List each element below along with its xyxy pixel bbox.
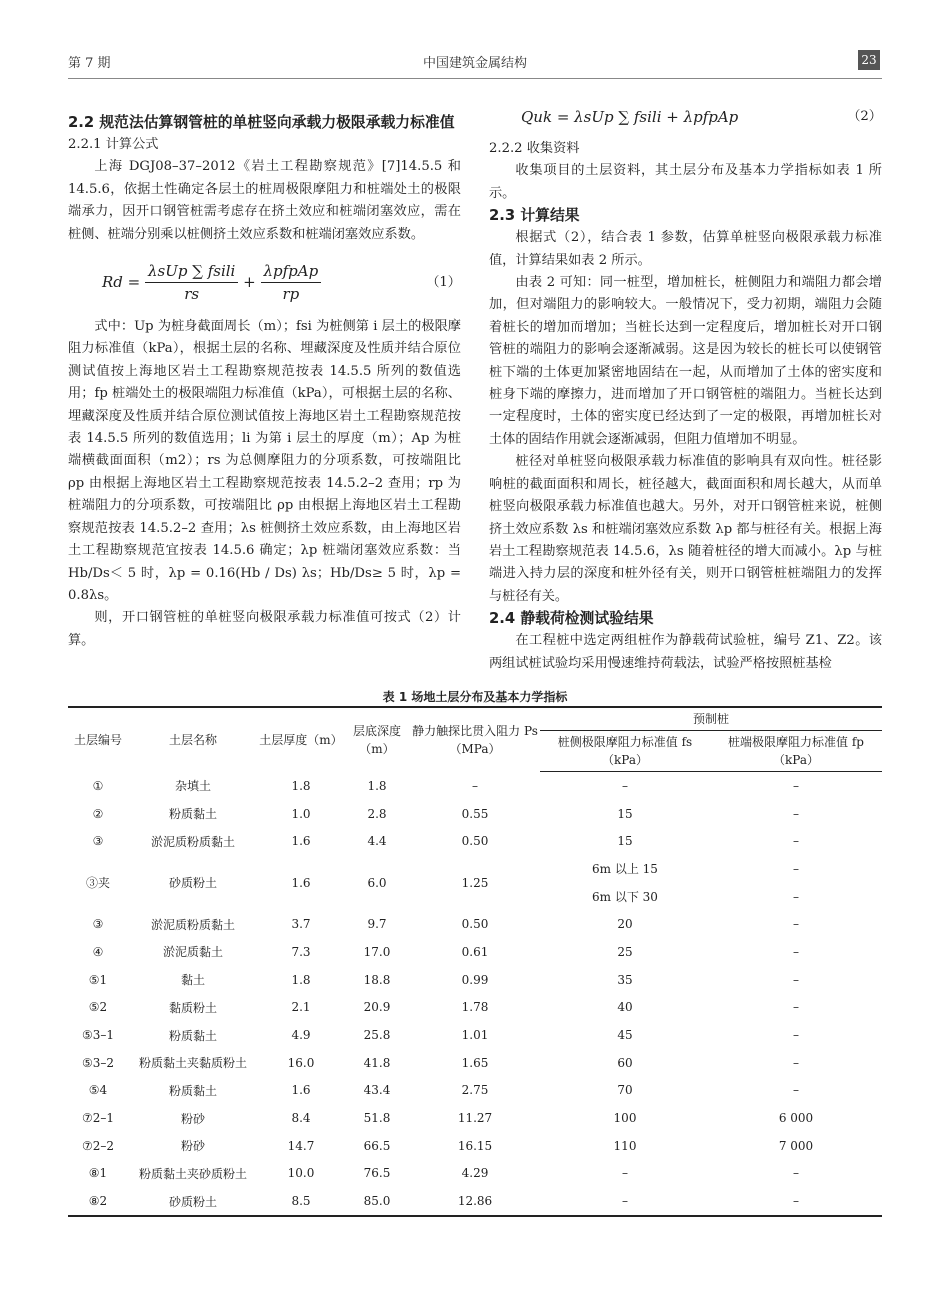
cell-fs: 35	[617, 972, 633, 987]
cell-fs: –	[622, 778, 628, 793]
table-row	[68, 1049, 882, 1077]
cell-ps: 0.50	[461, 917, 489, 932]
cell-ps: 16.15	[457, 1138, 493, 1153]
cell-ps: 1.01	[461, 1028, 489, 1043]
eq1-den2: rp	[282, 285, 300, 304]
cell-layer-no: ③	[92, 917, 104, 932]
paragraph-intro: 上海 DGJ08–37–2012《岩土工程勘察规范》[7]14.5.5 和 14.5.6，依据土性确定各层土的桩周极限摩阻力和桩端处土的极限端承力，因开口钢管桩需考虑存在挤土效应和桩端闭塞效应，需在桩侧、桩端分别乘以桩侧挤土效应系数和桩端闭塞效应系数。	[68, 159, 461, 242]
cell-fs: 25	[617, 944, 633, 959]
cell-fp: –	[710, 1187, 882, 1216]
th-thickness: 土层厚度（m）	[258, 707, 344, 772]
cell-thickness: 16.0	[287, 1055, 315, 1070]
table-caption: 表 1 场地土层分布及基本力学指标	[382, 690, 568, 704]
cell-thickness: 3.7	[291, 917, 311, 932]
header-rule	[68, 78, 882, 79]
cell-layer-no: ⑧1	[88, 1166, 108, 1181]
table-row	[68, 1132, 882, 1160]
table-body	[68, 772, 882, 1217]
cell-layer-no: ③夹	[85, 876, 110, 891]
equation-2	[489, 104, 882, 138]
cell-fp: –	[793, 806, 799, 821]
cell-layer-no: ⑧2	[68, 1187, 128, 1216]
th-depth: 层底深度（m）	[344, 707, 410, 772]
eq1-num1: λsUp ∑ fsili	[145, 260, 238, 283]
cell-depth: 43.4	[363, 1083, 391, 1098]
table-row	[68, 800, 882, 828]
cell-layer-no: ⑤2	[88, 1000, 108, 1015]
cell-thickness: 1.8	[291, 778, 311, 793]
cell-depth: 66.5	[363, 1138, 391, 1153]
cell-fs: 60	[617, 1055, 633, 1070]
cell-fs: 15	[617, 806, 633, 821]
paragraph-results-intro: 根据式（2），结合表 1 参数，估算单桩竖向极限承载力标准值，计算结果如表 2 所示。	[489, 230, 882, 268]
table-row	[68, 994, 882, 1022]
cell-layer-name: 淤泥质粉质黏土	[150, 834, 235, 849]
cell-thickness: 1.6	[291, 1083, 311, 1098]
eq1-num2: λpfpAp	[261, 260, 322, 283]
paragraph-formula-ref: 则，开口钢管桩的单桩竖向极限承载力标准值可按式（2）计算。	[68, 610, 461, 648]
cell-ps: 1.25	[461, 875, 489, 890]
right-column	[489, 104, 882, 675]
cell-layer-no: ⑤4	[88, 1083, 108, 1098]
table-row	[68, 1021, 882, 1049]
cell-ps: 0.55	[461, 806, 489, 821]
cell-layer-no: ④	[92, 944, 104, 959]
cell-layer-name: 粉质黏土夹砂质粉土	[138, 1166, 247, 1181]
cell-thickness: 4.9	[291, 1028, 311, 1043]
table-row	[68, 938, 882, 966]
cell-ps: 12.86	[410, 1187, 540, 1216]
journal-title: 中国建筑金属结构	[422, 56, 527, 71]
eq1-number: （1）	[426, 275, 461, 291]
cell-fp: –	[793, 917, 799, 932]
cell-thickness: 1.6	[291, 834, 311, 849]
cell-fp: –	[793, 1083, 799, 1098]
section-2-2-heading: 2.2 规范法估算钢管桩的单桩竖向承载力极限承载力标准值	[68, 114, 455, 131]
table-row	[68, 855, 882, 883]
eq1-plus: +	[243, 272, 256, 291]
cell-layer-name: 黏质粉土	[168, 1000, 217, 1015]
cell-depth: 1.8	[367, 778, 387, 793]
cell-ps: 2.75	[461, 1083, 489, 1098]
cell-ps: 0.61	[461, 944, 489, 959]
table-row	[68, 1187, 882, 1216]
cell-thickness: 14.7	[287, 1138, 315, 1153]
cell-depth: 6.0	[367, 875, 387, 890]
table-row	[68, 1104, 882, 1132]
soil-layer-table	[68, 706, 882, 1217]
cell-fs: 40	[617, 1000, 633, 1015]
cell-layer-name: 粉质黏土夹黏质粉土	[138, 1056, 247, 1071]
cell-layer-name: 砂质粉土	[128, 1187, 258, 1216]
cell-fs: –	[622, 1166, 628, 1181]
cell-ps: –	[472, 778, 478, 793]
cell-ps: 1.65	[461, 1055, 489, 1070]
cell-depth: 9.7	[367, 917, 387, 932]
cell-ps: 0.50	[461, 834, 489, 849]
cell-fp: –	[793, 1028, 799, 1043]
cell-fs: 45	[617, 1028, 633, 1043]
cell-fs: 110	[613, 1138, 637, 1153]
cell-layer-no: ①	[92, 778, 104, 793]
cell-fs: 6m 以下 30	[592, 890, 658, 905]
issue-number: 第 7 期	[68, 56, 111, 71]
cell-thickness: 10.0	[287, 1166, 315, 1181]
eq1-fraction-2	[261, 260, 322, 306]
cell-depth: 51.8	[363, 1111, 391, 1126]
section-2-4-heading: 2.4 静载荷检测试验结果	[489, 610, 654, 628]
left-column	[68, 112, 461, 652]
eq1-lhs: Rd =	[102, 272, 141, 291]
cell-fp: –	[793, 861, 799, 876]
cell-fp: 7 000	[778, 1138, 814, 1153]
cell-layer-name: 粉砂	[180, 1111, 205, 1126]
cell-layer-name: 粉质黏土	[168, 1083, 217, 1098]
eq1-fraction-1	[145, 260, 238, 306]
cell-fs: 100	[613, 1111, 637, 1126]
cell-fp: –	[793, 972, 799, 987]
paragraph-diameter-effect: 桩径对单桩竖向极限承载力标准值的影响具有双向性。桩径影响桩的截面面积和周长，桩径越大，截面面积和周长越大，从而单桩竖向极限承载力标准值也越大。另外，对开口钢管桩来说，桩侧挤土效应系数 λs 和桩端闭塞效应系数 λp 都与桩径有关。根据上海岩土工程勘察规范表 14.5.6，λs 随着桩径的增大而减小。λp 与桩端进入持力层的深度和桩外径有关，则开口钢管桩桩端阻力的发挥与桩径有关。	[489, 454, 882, 604]
cell-layer-no: ②	[92, 806, 104, 821]
paragraph-definitions: 式中：Up 为桩身截面周长（m）；fsi 为桩侧第 i 层土的极限摩阻力标准值（kPa），根据土层的名称、埋藏深度及性质并结合原位测试值按上海地区岩土工程勘察规范按表 14.5.5 所列的数值选用；fp 桩端处土的极限端阻力标准值（kPa），可根据土层的名称、埋藏深度及性质并结合原位测试值按上海地区岩土工程勘察规范按表 14.5.5 所列的数值选用；li 为第 i 层土的厚度（m）；Ap 为桩端横截面面积（m2）；rs 为总侧摩阻力的分项系数，可按端阻比 ρp 由根据上海地区岩土工程勘察规范按表 14.5.2–2 查用；rp 为桩端阻力的分项系数，可按端阻比 ρp 由根据上海地区岩土工程勘察规范按表 14.5.2–2 查用；λs 桩侧挤土效应系数，由上海地区岩土工程勘察规范宜按表 14.5.6 确定；λp 桩端闭塞效应系数：当 Hb/Ds＜ 5 时，λp = 0.16(Hb / Ds) λs；Hb/Ds≥ 5 时，λp = 0.8λs。	[68, 319, 461, 603]
cell-layer-name: 淤泥质粉质黏土	[150, 917, 235, 932]
cell-layer-name: 粉质黏土	[168, 807, 217, 822]
cell-layer-no: ⑤1	[88, 972, 108, 987]
cell-fp: –	[793, 1166, 799, 1181]
cell-layer-no: ③	[92, 834, 104, 849]
table-row	[68, 966, 882, 994]
cell-depth: 4.4	[367, 834, 387, 849]
cell-depth: 85.0	[344, 1187, 410, 1216]
cell-depth: 76.5	[363, 1166, 391, 1181]
th-layer-no: 土层编号	[68, 707, 128, 772]
th-fs: 桩侧极限摩阻力标准值 fs（kPa）	[540, 731, 710, 772]
cell-fp: –	[793, 1000, 799, 1015]
cell-layer-no: ⑤3–2	[81, 1055, 115, 1070]
cell-layer-name: 杂填土	[174, 779, 211, 794]
cell-layer-name: 黏土	[180, 973, 205, 988]
cell-layer-no: ⑦2–2	[81, 1138, 115, 1153]
table-row	[68, 827, 882, 855]
cell-thickness: 8.4	[291, 1111, 311, 1126]
cell-layer-name: 砂质粉土	[168, 876, 217, 891]
cell-fs: 20	[617, 917, 633, 932]
cell-ps: 0.99	[461, 972, 489, 987]
cell-thickness: 8.5	[258, 1187, 344, 1216]
cell-depth: 17.0	[363, 944, 391, 959]
cell-fp: 6 000	[778, 1111, 814, 1126]
table-row	[68, 910, 882, 938]
paragraph-static-load: 在工程桩中选定两组桩作为静载荷试验桩，编号 Z1、Z2。该两组试桩试验均采用慢速维持荷载法，试验严格按照桩基检	[489, 633, 882, 671]
cell-thickness: 7.3	[291, 944, 311, 959]
table-row	[68, 772, 882, 800]
table-row	[68, 1077, 882, 1105]
cell-thickness: 1.6	[291, 875, 311, 890]
cell-fp: –	[793, 889, 799, 904]
page-number: 23	[858, 50, 880, 70]
cell-layer-no: ⑤3–1	[81, 1028, 115, 1043]
paragraph-length-effect: 由表 2 可知：同一桩型，增加桩长，桩侧阻力和端阻力都会增加，但对端阻力的影响较大。一般情况下，受力初期，端阻力会随着桩长的增加而增加；当桩长达到一定程度后，增加桩长对开口钢管桩的端阻力的影响会逐渐减弱。这是因为较长的桩长可以使钢管桩下端的土体更加紧密地固结在一起，从而增加了土体的密实度和桩身下端的摩擦力，进而增加了开口钢管桩的端阻力。当桩长达到一定程度时，土体的密实度已经达到了一定的极限，再增加桩长对土体的固结作用就会逐渐减弱，但阻力值增加不明显。	[489, 275, 882, 447]
table-row	[68, 1160, 882, 1188]
section-2-3-heading: 2.3 计算结果	[489, 207, 580, 225]
cell-thickness: 2.1	[291, 1000, 311, 1015]
eq1-den1: rs	[184, 285, 200, 304]
th-layer-name: 土层名称	[128, 707, 258, 772]
cell-ps: 1.78	[461, 1000, 489, 1015]
cell-depth: 41.8	[363, 1055, 391, 1070]
cell-fp: –	[793, 778, 799, 793]
cell-fp: –	[793, 834, 799, 849]
cell-fs: 70	[617, 1083, 633, 1098]
section-2-2-2-heading: 2.2.2 收集资料	[489, 141, 580, 156]
cell-ps: 11.27	[457, 1111, 493, 1126]
cell-thickness: 1.0	[291, 806, 311, 821]
cell-depth: 20.9	[363, 1000, 391, 1015]
cell-layer-name: 粉砂	[180, 1139, 205, 1154]
cell-thickness: 1.8	[291, 972, 311, 987]
th-fp: 桩端极限摩阻力标准值 fp（kPa）	[710, 731, 882, 772]
cell-fs: 15	[617, 834, 633, 849]
cell-fp: –	[793, 1055, 799, 1070]
th-ps: 静力触探比贯入阻力 Ps（MPa）	[410, 707, 540, 772]
cell-fs: –	[540, 1187, 710, 1216]
eq2-number: （2）	[847, 109, 882, 124]
cell-fs: 6m 以上 15	[592, 862, 658, 877]
cell-layer-no: ⑦2–1	[81, 1111, 115, 1126]
th-precast-pile: 预制桩	[540, 707, 882, 731]
cell-depth: 2.8	[367, 806, 387, 821]
eq2-body: Quk = λsUp ∑ fsili + λpfpAp	[521, 108, 739, 126]
section-2-2-1-heading: 2.2.1 计算公式	[68, 137, 159, 152]
cell-layer-name: 淤泥质黏土	[162, 945, 223, 960]
paragraph-data-collection: 收集项目的土层资料，其土层分布及基本力学指标如表 1 所示。	[489, 163, 882, 201]
cell-fp: –	[793, 944, 799, 959]
cell-ps: 4.29	[461, 1166, 489, 1181]
equation-1	[68, 254, 461, 312]
cell-depth: 25.8	[363, 1028, 391, 1043]
cell-depth: 18.8	[363, 972, 391, 987]
cell-layer-name: 粉质黏土	[168, 1028, 217, 1043]
